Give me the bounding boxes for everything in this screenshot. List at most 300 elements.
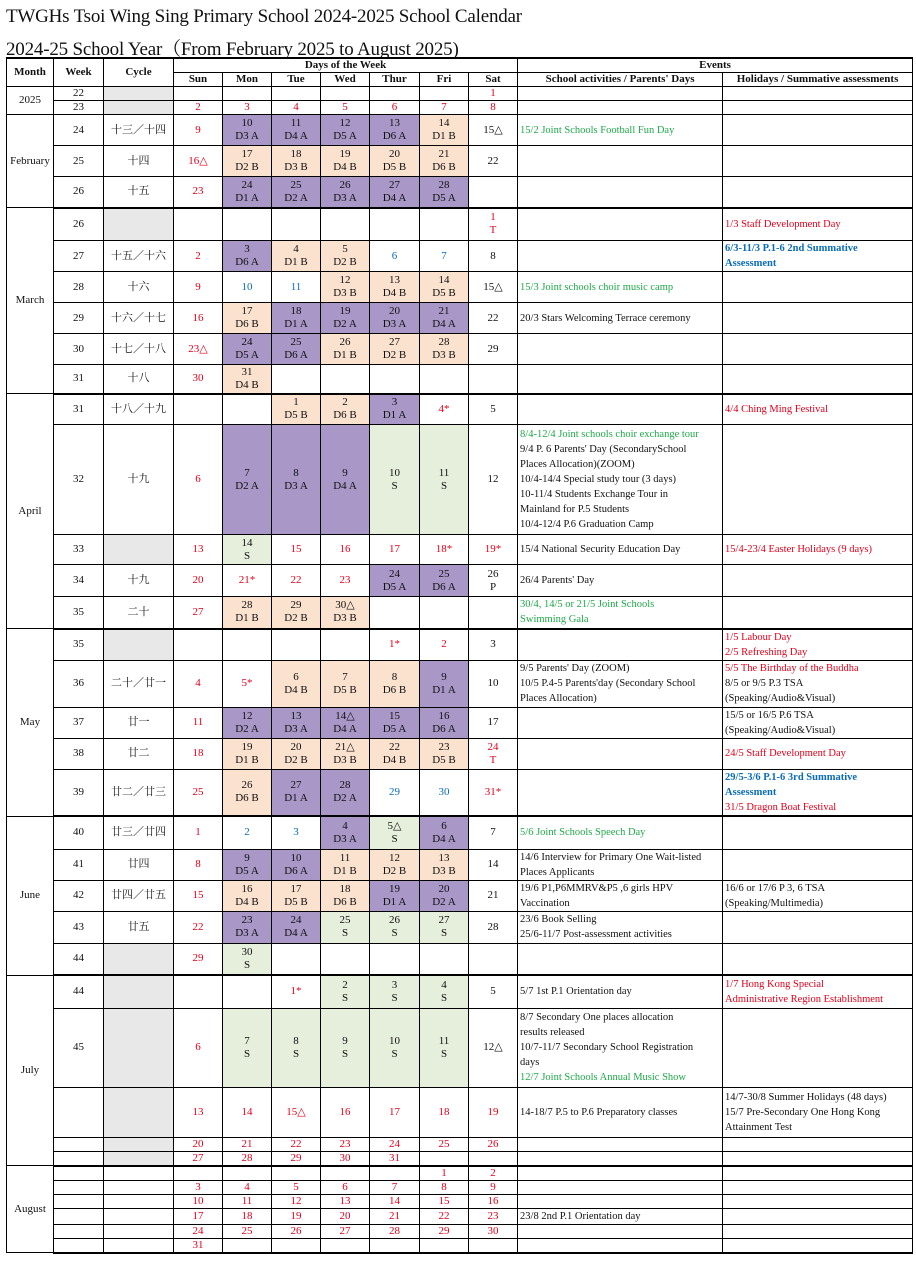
day-cell	[370, 535, 420, 565]
day-number: 15	[438, 1194, 450, 1207]
day-number: 6	[441, 819, 447, 832]
day-cell	[272, 241, 321, 272]
week-number: 35	[54, 597, 104, 629]
day-number: 18	[339, 882, 351, 895]
day-number: 24	[389, 567, 400, 580]
day-number: 18	[438, 1105, 450, 1118]
day-number: 3	[195, 1180, 201, 1193]
day-number: 28	[438, 336, 450, 348]
month-label: February	[7, 115, 54, 208]
day-number: 26	[487, 1137, 499, 1150]
day-number: 16	[438, 709, 450, 722]
week-row	[7, 880, 913, 911]
cycle-label: 十八／十九	[104, 394, 174, 425]
day-number: 11	[438, 466, 450, 479]
holidays-cell	[723, 425, 913, 535]
day-cell	[223, 87, 272, 101]
day-cycle-code: P	[489, 580, 497, 593]
day-cell	[321, 849, 370, 880]
day-cell	[420, 1208, 469, 1224]
day-cycle-code: S	[341, 991, 349, 1004]
day-cell	[469, 394, 518, 425]
week-number: 44	[54, 975, 104, 1008]
cycle-label: 十九	[104, 425, 174, 535]
school-activities-cell	[518, 738, 723, 769]
activity-line: 14-18/7 P.5 to P.6 Preparatory classes	[520, 1106, 678, 1118]
cycle-label: 十六	[104, 272, 174, 303]
day-number: 4	[293, 243, 299, 255]
week-row	[7, 146, 913, 177]
day-number: 30△	[335, 599, 355, 612]
day-cycle-code: T	[489, 753, 497, 766]
holiday-line: 1/7 Hong Kong Special	[725, 978, 824, 990]
day-cell	[272, 707, 321, 738]
day-cell	[321, 975, 370, 1008]
day-cycle-code: S	[292, 1047, 300, 1060]
day-cell	[272, 535, 321, 565]
day-number: 3	[293, 826, 299, 839]
day-cell	[272, 87, 321, 101]
day-cell	[223, 911, 272, 943]
day-cycle-code: S	[391, 479, 398, 492]
activity-line: 25/6-11/7 Post-assessment activities	[520, 929, 672, 940]
week-row	[7, 660, 913, 707]
day-number: 14	[487, 858, 499, 870]
day-cell	[370, 738, 420, 769]
day-cell	[469, 87, 518, 101]
week-row	[7, 334, 913, 365]
cycle-header: Cycle	[104, 58, 174, 87]
day-cell	[174, 565, 223, 597]
day-cell	[370, 911, 420, 943]
day-number: 15	[192, 889, 204, 901]
day-cycle-code: D6 A	[382, 130, 407, 142]
day-cell	[469, 1151, 518, 1166]
day-number: 4*	[438, 402, 450, 415]
day-cell	[420, 1194, 469, 1208]
day-cell	[370, 365, 420, 394]
day-cell	[321, 1224, 370, 1238]
holiday-line: Administrative Region Establishment	[725, 993, 884, 1005]
day-cell	[420, 334, 469, 365]
holidays-cell	[723, 394, 913, 425]
day-number: 12	[487, 473, 499, 485]
day-cell	[321, 87, 370, 101]
week-row	[7, 943, 913, 975]
day-cell	[370, 177, 420, 208]
day-cell	[174, 303, 223, 334]
day-cell	[370, 208, 420, 241]
day-cycle-code: S	[243, 1047, 251, 1060]
day-cycle-code: D3 B	[432, 349, 456, 361]
day-cell	[469, 1087, 518, 1137]
day-number: 11	[339, 851, 351, 864]
day-number: 24	[290, 914, 302, 926]
day-cell	[321, 177, 370, 208]
day-cell	[321, 1238, 370, 1253]
day-cell	[370, 425, 420, 535]
days-of-week-header: Days of the Week	[174, 58, 518, 73]
day-cell	[420, 1180, 469, 1194]
day-cell	[321, 425, 370, 535]
day-number: 1	[490, 87, 496, 99]
cycle-label	[104, 1224, 174, 1238]
day-cycle-code: D4 B	[382, 287, 407, 299]
week-number: 27	[54, 241, 104, 272]
day-number: 18	[290, 148, 302, 160]
holidays-cell	[723, 629, 913, 661]
day-cell	[469, 1166, 518, 1181]
week-row	[7, 1166, 913, 1181]
day-number: 13	[389, 274, 400, 286]
holiday-line: 24/5 Staff Development Day	[725, 748, 846, 759]
day-number: 12	[241, 709, 253, 722]
day-cell	[174, 943, 223, 975]
cycle-label	[104, 1166, 174, 1181]
activity-line: 10/5 P.4-5 Parents'day (Secondary School	[520, 678, 696, 689]
week-number: 43	[54, 911, 104, 943]
cycle-label	[104, 975, 174, 1008]
day-number: 21	[389, 1209, 400, 1222]
day-cycle-code: T	[489, 224, 497, 237]
week-number: 40	[54, 816, 104, 849]
day-cell	[420, 87, 469, 101]
week-row	[7, 394, 913, 425]
day-cell	[321, 394, 370, 425]
day-number: 15△	[286, 1105, 306, 1118]
day-cell	[223, 1151, 272, 1166]
day-number: 16	[339, 1105, 351, 1118]
week-row	[7, 597, 913, 629]
cycle-label: 十九	[104, 565, 174, 597]
activity-line: Places Allocation)	[520, 693, 597, 704]
holidays-cell	[723, 1087, 913, 1137]
day-cycle-code: S	[341, 927, 349, 939]
day-number: 7	[342, 670, 348, 683]
week-row	[7, 101, 913, 115]
day-cycle-code: D6 B	[333, 409, 357, 422]
day-cycle-code: D3 A	[333, 191, 357, 204]
school-activities-cell	[518, 816, 723, 849]
day-number: 1*	[389, 638, 400, 650]
day-number: 23	[241, 914, 253, 926]
day-cell	[469, 707, 518, 738]
holiday-line: 31/5 Dragon Boat Festival	[725, 801, 837, 813]
day-cell	[174, 425, 223, 535]
week-row	[7, 1224, 913, 1238]
day-number: 22	[438, 1209, 450, 1222]
day-cycle-code: S	[243, 549, 251, 562]
day-cell	[469, 365, 518, 394]
day-cell	[420, 535, 469, 565]
school-activities-cell	[518, 565, 723, 597]
day-cycle-code: D2 A	[284, 191, 308, 204]
day-number: 19	[389, 882, 400, 895]
week-row	[7, 565, 913, 597]
day-cell	[321, 707, 370, 738]
day-number: 3	[244, 101, 250, 113]
day-number: 11	[241, 1194, 253, 1207]
day-number: 20	[339, 1209, 351, 1222]
calendar-title: TWGHs Tsoi Wing Sing Primary School 2024-2025 School Calendar	[6, 6, 522, 27]
day-cell	[420, 365, 469, 394]
day-number: 25	[438, 1137, 450, 1150]
day-number: 9	[441, 670, 447, 683]
day-cell	[469, 975, 518, 1008]
day-number: 9	[490, 1180, 496, 1193]
day-number: 7	[391, 1180, 398, 1193]
day-cycle-code: D2 B	[382, 864, 407, 877]
day-cell	[469, 115, 518, 146]
day-number: 22	[487, 154, 499, 167]
day-number: 20	[389, 305, 400, 317]
day-cell	[370, 87, 420, 101]
day-cell	[174, 1008, 223, 1087]
day-cell	[223, 597, 272, 629]
day-number: 12	[389, 851, 400, 864]
school-calendar-table	[6, 57, 913, 1254]
holiday-line: 4/4 Ching Ming Festival	[725, 403, 828, 415]
day-cycle-code: D2 B	[235, 161, 259, 173]
day-number: 23	[438, 740, 450, 753]
week-row	[7, 87, 913, 101]
day-cycle-code: D1 A	[382, 409, 407, 422]
day-cell	[321, 101, 370, 115]
day-cell	[420, 943, 469, 975]
day-number: 5	[490, 985, 496, 998]
month-header: Month	[7, 58, 54, 87]
calendar-body	[7, 87, 913, 1253]
week-number: 39	[54, 769, 104, 816]
day-cycle-code: D4 A	[382, 191, 407, 204]
day-number: 6	[195, 1041, 201, 1053]
school-activities-cell	[518, 1137, 723, 1151]
day-cell	[420, 769, 469, 816]
activity-line: Places Applicants	[520, 866, 595, 878]
week-row	[7, 535, 913, 565]
day-cycle-code: D3 A	[284, 722, 308, 735]
day-cycle-code: D3 B	[333, 753, 357, 766]
school-activities-cell	[518, 1194, 723, 1208]
week-number: 23	[54, 101, 104, 115]
day-number: 10	[241, 280, 253, 293]
day-cell	[321, 1194, 370, 1208]
activity-line: 30/4, 14/5 or 21/5 Joint Schools	[520, 599, 655, 611]
day-cycle-code: D4 B	[235, 378, 259, 391]
school-activities-cell	[518, 911, 723, 943]
day-cell	[174, 87, 223, 101]
day-number: 3	[391, 396, 398, 409]
day-cycle-code: S	[440, 479, 448, 492]
holidays-cell	[723, 303, 913, 334]
week-row	[7, 1008, 913, 1087]
day-number: 8	[293, 466, 299, 479]
day-number: 27	[290, 779, 302, 792]
week-number: 26	[54, 208, 104, 241]
week-number: 36	[54, 660, 104, 707]
week-number: 31	[54, 365, 104, 394]
activity-line: 23/6 Book Selling	[520, 914, 597, 925]
day-number: 22	[290, 574, 302, 586]
day-cell	[223, 425, 272, 535]
day-header-sun: Sun	[174, 73, 223, 87]
school-activities-cell	[518, 975, 723, 1008]
day-cell	[469, 816, 518, 849]
day-number: 19	[241, 740, 253, 753]
week-row	[7, 849, 913, 880]
day-number: 29	[389, 785, 400, 798]
day-cell	[370, 597, 420, 629]
day-cell	[370, 272, 420, 303]
day-number: 31	[389, 1151, 400, 1164]
day-number: 30	[192, 372, 204, 385]
day-number: 27	[438, 914, 450, 926]
day-cell	[420, 146, 469, 177]
day-cell	[174, 177, 223, 208]
day-number: 11	[438, 1034, 450, 1047]
day-cell	[272, 1137, 321, 1151]
day-number: 9	[195, 123, 201, 136]
day-cycle-code: D6 A	[284, 864, 308, 877]
day-cycle-code: D5 A	[432, 191, 456, 204]
day-cycle-code: D5 B	[432, 753, 456, 766]
school-activities-cell	[518, 660, 723, 707]
day-number: 28	[487, 920, 499, 933]
day-number: 20	[192, 574, 204, 586]
cycle-label	[104, 1008, 174, 1087]
cycle-label	[104, 1194, 174, 1208]
school-activities-cell	[518, 115, 723, 146]
day-cycle-code: D1 A	[284, 318, 308, 330]
day-cell	[223, 629, 272, 661]
activity-line: 15/3 Joint schools choir music camp	[520, 281, 674, 293]
week-row	[7, 1180, 913, 1194]
day-number: 10	[389, 466, 400, 479]
day-cell	[223, 177, 272, 208]
day-cycle-code: D6 A	[235, 256, 259, 268]
day-cell	[370, 1224, 420, 1238]
day-cell	[321, 911, 370, 943]
day-cycle-code: D5 A	[382, 722, 407, 735]
day-cycle-code: D3 A	[382, 318, 407, 330]
day-cycle-code: S	[440, 991, 448, 1004]
day-number: 6	[391, 249, 398, 262]
cycle-label: 十八	[104, 365, 174, 394]
day-number: 16	[192, 311, 204, 324]
day-cell	[174, 146, 223, 177]
day-number: 5	[490, 402, 496, 415]
day-cell	[174, 911, 223, 943]
day-cell	[469, 272, 518, 303]
week-row	[7, 425, 913, 535]
day-cell	[420, 115, 469, 146]
day-number: 23△	[188, 342, 208, 355]
cycle-label	[104, 535, 174, 565]
day-cell	[223, 1087, 272, 1137]
day-cycle-code: D4 A	[284, 927, 308, 939]
school-activities-cell	[518, 880, 723, 911]
day-number: 27	[339, 1224, 351, 1237]
day-number: 19*	[484, 543, 502, 555]
cycle-label: 廿二	[104, 738, 174, 769]
day-number: 7	[244, 466, 250, 479]
week-number: 41	[54, 849, 104, 880]
activity-line: 10/7-11/7 Secondary School Registration	[520, 1042, 694, 1053]
school-activities-cell	[518, 597, 723, 629]
day-number: 10	[487, 677, 499, 689]
day-number: 7	[244, 1034, 250, 1047]
holidays-cell	[723, 1151, 913, 1166]
day-cell	[223, 101, 272, 115]
day-cycle-code: D1 A	[235, 191, 259, 204]
day-number: 16	[487, 1194, 499, 1207]
activity-line: 26/4 Parents' Day	[520, 575, 595, 586]
day-number: 8	[195, 858, 201, 870]
day-number: 13	[192, 1105, 204, 1118]
day-number: 3	[244, 243, 250, 255]
day-cell	[223, 272, 272, 303]
day-cell	[223, 660, 272, 707]
day-cell	[223, 565, 272, 597]
day-cycle-code: D6 B	[235, 318, 259, 330]
cycle-label: 十四	[104, 146, 174, 177]
activity-line: 23/8 2nd P.1 Orientation day	[520, 1210, 641, 1222]
day-cell	[272, 816, 321, 849]
day-cell	[174, 660, 223, 707]
day-number: 15△	[483, 123, 503, 136]
day-number: 13	[339, 1194, 351, 1207]
week-row	[7, 707, 913, 738]
month-label: July	[7, 975, 54, 1166]
day-cycle-code: S	[243, 958, 251, 971]
day-number: 13	[290, 709, 302, 722]
week-row	[7, 1087, 913, 1137]
day-cell	[272, 565, 321, 597]
day-number: 1	[293, 396, 299, 409]
day-cell	[469, 1008, 518, 1087]
school-activities-cell	[518, 1087, 723, 1137]
holiday-line: 29/5-3/6 P.1-6 3rd Summative	[725, 771, 858, 783]
school-activities-cell	[518, 849, 723, 880]
day-cell	[321, 629, 370, 661]
day-cell	[223, 943, 272, 975]
holidays-cell	[723, 177, 913, 208]
day-cell	[272, 208, 321, 241]
day-cycle-code: S	[391, 832, 398, 845]
day-cell	[174, 1087, 223, 1137]
day-number: 13	[389, 117, 400, 129]
day-cell	[469, 911, 518, 943]
day-number: 14△	[335, 709, 355, 722]
day-number: 21*	[238, 574, 256, 586]
day-number: 22	[290, 1137, 302, 1150]
day-number: 5	[342, 243, 348, 255]
week-number: 30	[54, 334, 104, 365]
day-number: 12△	[483, 1041, 503, 1053]
month-label: May	[7, 629, 54, 817]
day-cell	[321, 272, 370, 303]
activity-line: Swimming Gala	[520, 614, 589, 626]
week-number	[54, 1166, 104, 1181]
day-cell	[321, 208, 370, 241]
holidays-header: Holidays / Summative assessments	[723, 73, 913, 87]
activity-line: Vaccination	[520, 897, 570, 909]
day-number: 8	[391, 670, 398, 683]
month-label: April	[7, 394, 54, 629]
day-cell	[174, 208, 223, 241]
day-number: 16	[241, 882, 253, 895]
month-label: August	[7, 1166, 54, 1253]
